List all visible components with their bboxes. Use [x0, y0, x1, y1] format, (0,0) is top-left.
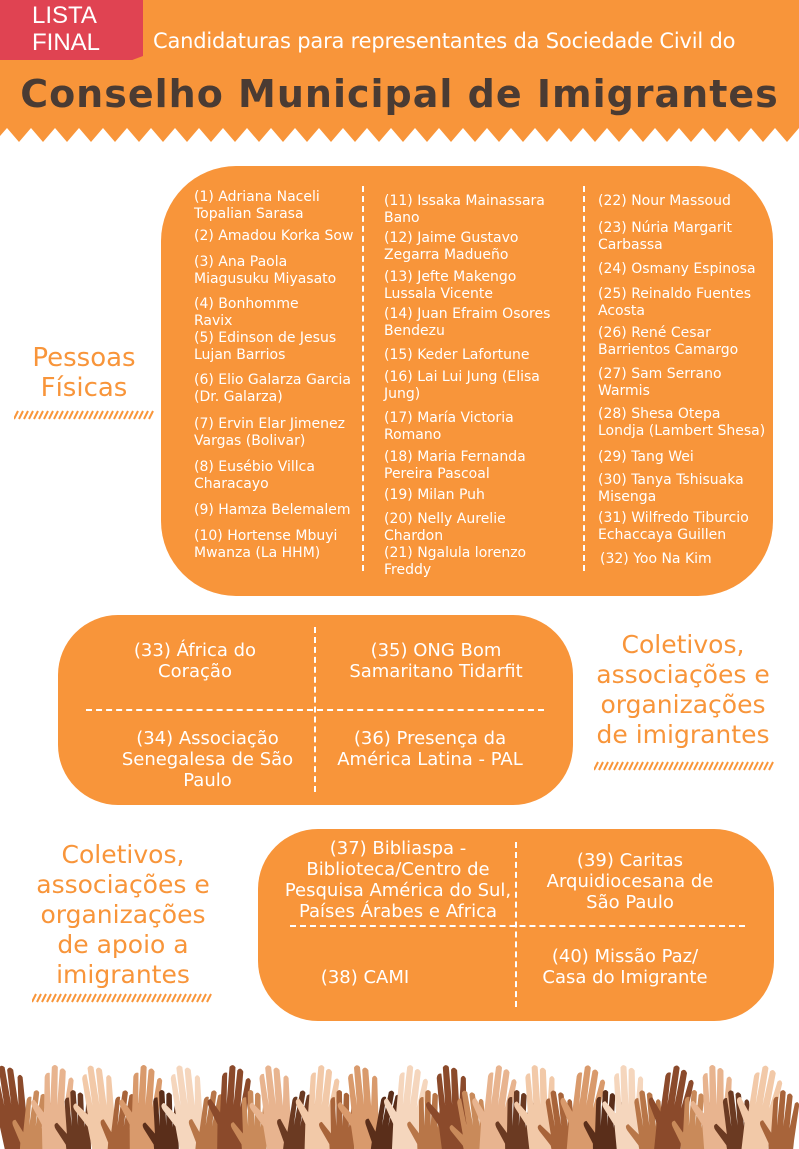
- label-line: de imigrantes: [596, 720, 770, 749]
- candidate-name: (24) Osmany Espinosa: [598, 261, 756, 277]
- candidate-name: (30) Tanya Tshisuaka Misenga: [598, 472, 744, 505]
- column-divider: [583, 186, 585, 571]
- page-title: Conselho Municipal de Imigrantes: [20, 72, 779, 116]
- candidate-name: (16) Lai Lui Jung (Elisa Jung): [384, 369, 540, 402]
- candidate-name: (2) Amadou Korka Sow: [194, 228, 354, 244]
- organization-item: (40) Missão Paz/ Casa do Imigrante: [542, 946, 708, 988]
- candidate-name: (1) Adriana Naceli Topalian Sarasa: [194, 189, 320, 222]
- organization-item: (33) África do Coração: [133, 640, 257, 682]
- candidate-name: (4) Bonhomme Ravix: [194, 296, 299, 329]
- organization-item: (37) Bibliaspa - Biblioteca/Centro de Pesquisa América do Sul, Países Árabes e Africa: [284, 838, 512, 922]
- column-divider: [362, 186, 364, 571]
- subtitle: Candidaturas para representantes da Sociedade Civil do: [153, 29, 736, 53]
- decorative-zigzag: [32, 993, 214, 1003]
- badge-line-1: LISTA: [32, 2, 97, 29]
- label-line: de apoio a: [57, 930, 189, 959]
- label-line: Pessoas: [32, 343, 136, 373]
- candidate-name: (13) Jefte Makengo Lussala Vicente: [384, 269, 517, 302]
- collectives-section-label: [586, 630, 780, 750]
- organization-item: (35) ONG Bom Samaritano Tidarfit: [349, 640, 523, 682]
- label-line: associações e: [36, 870, 210, 899]
- candidate-name: (8) Eusébio Villca Characayo: [194, 459, 315, 492]
- label-line: Físicas: [40, 373, 128, 403]
- candidate-name: (20) Nelly Aurelie Chardon: [384, 511, 506, 544]
- label-line: imigrantes: [56, 960, 190, 989]
- label-line: Coletivos,: [621, 630, 745, 659]
- candidate-name: (29) Tang Wei: [598, 449, 694, 465]
- individuals-section-label: [14, 343, 154, 403]
- candidate-name: (22) Nour Massoud: [598, 193, 731, 209]
- label-line: organizações: [600, 690, 766, 719]
- candidate-name: (23) Núria Margarit Carbassa: [598, 220, 732, 253]
- candidate-name: (28) Shesa Otepa Londja (Lambert Shesa): [598, 406, 766, 439]
- candidate-name: (19) Milan Puh: [384, 487, 485, 503]
- candidate-name: (32) Yoo Na Kim: [600, 551, 712, 567]
- candidate-name: (15) Keder Lafortune: [384, 347, 530, 363]
- candidate-name: (17) María Victoria Romano: [384, 410, 514, 443]
- candidate-name: (11) Issaka Mainassara Bano: [384, 193, 545, 226]
- cell-divider: [290, 925, 745, 927]
- label-line: Coletivos,: [61, 840, 185, 869]
- candidate-name: (27) Sam Serrano Warmis: [598, 366, 722, 399]
- label-line: organizações: [40, 900, 206, 929]
- support-section-label: [26, 840, 220, 990]
- candidate-name: (18) Maria Fernanda Pereira Pascoal: [384, 449, 526, 482]
- raised-hands-illustration: [0, 1040, 799, 1149]
- organization-item: (38) CAMI: [320, 967, 410, 988]
- decorative-zigzag: [14, 410, 156, 420]
- candidate-name: (10) Hortense Mbuyi Mwanza (La HHM): [194, 528, 338, 561]
- candidate-name: (14) Juan Efraim Osores Bendezu: [384, 306, 551, 339]
- candidate-name: (31) Wilfredo Tiburcio Echaccaya Guillen: [598, 510, 749, 543]
- candidate-name: (26) René Cesar Barrientos Camargo: [598, 325, 739, 358]
- label-line: associações e: [596, 660, 770, 689]
- cell-divider: [86, 709, 544, 711]
- organization-item: (39) Caritas Arquidiocesana de São Paulo: [546, 850, 714, 913]
- organization-item: (36) Presença da América Latina - PAL: [337, 728, 523, 770]
- candidate-name: (25) Reinaldo Fuentes Acosta: [598, 286, 752, 319]
- candidate-name: (9) Hamza Belemalem: [194, 502, 351, 518]
- organization-item: (34) Associação Senegalesa de São Paulo: [121, 728, 294, 791]
- candidate-name: (3) Ana Paola Miagusuku Miyasato: [194, 254, 337, 287]
- candidate-name: (21) Ngalula lorenzo Freddy: [384, 545, 527, 578]
- header-banner: [0, 0, 799, 145]
- badge-line-2: FINAL: [32, 29, 101, 56]
- candidate-name: (12) Jaime Gustavo Zegarra Madueño: [384, 230, 519, 263]
- candidate-name: (6) Elio Galarza Garcia (Dr. Galarza): [194, 372, 351, 405]
- candidate-name: (5) Edinson de Jesus Lujan Barrios: [194, 330, 337, 363]
- candidate-name: (7) Ervin Elar Jimenez Vargas (Bolivar): [194, 416, 346, 449]
- decorative-zigzag: [594, 761, 776, 771]
